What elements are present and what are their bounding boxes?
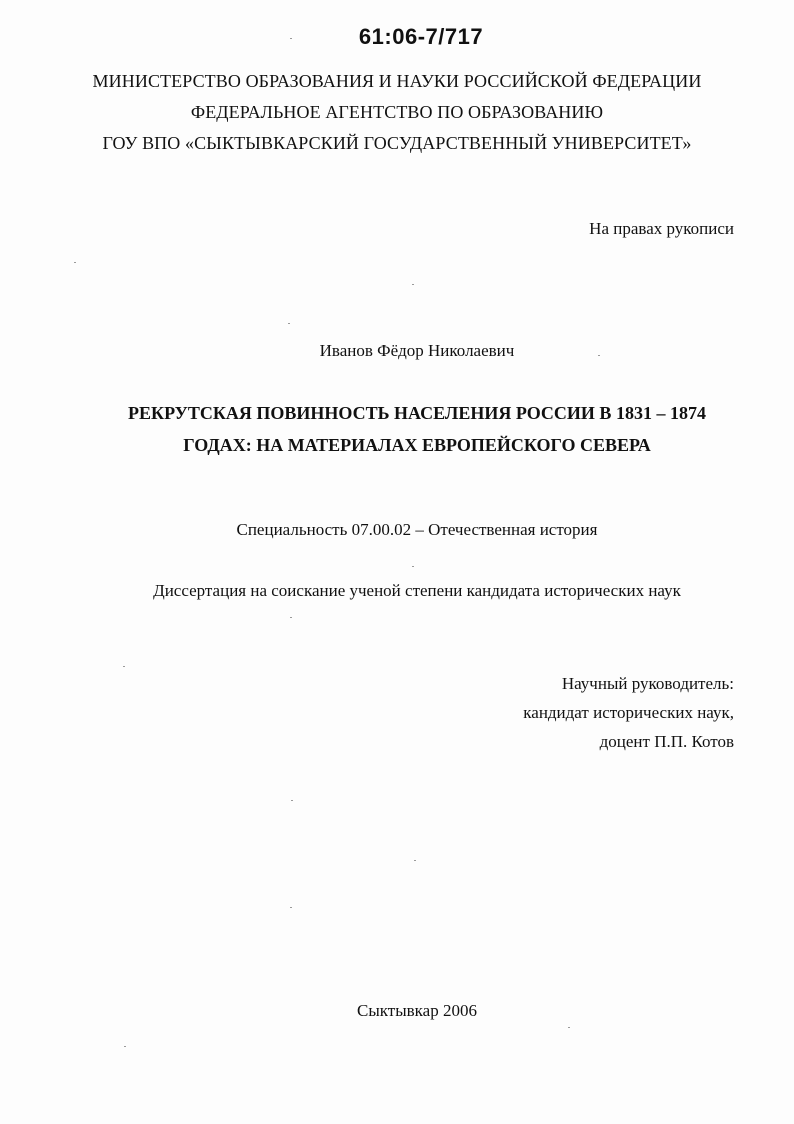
archive-stamp-code: 61:06-7/717 [358, 24, 484, 49]
author-name: Иванов Фёдор Николаевич [319, 341, 515, 360]
city-year: Сыктывкар 2006 [357, 1001, 477, 1020]
scan-speck [291, 800, 293, 801]
scan-speck [598, 355, 600, 356]
supervisor-block [523, 669, 734, 756]
manuscript-note: На правах рукописи [589, 219, 734, 238]
scan-speck [290, 38, 292, 39]
scan-speck [124, 1046, 126, 1047]
institution-header [0, 66, 794, 159]
scan-speck [412, 284, 414, 285]
agency-line: ФЕДЕРАЛЬНОЕ АГЕНТСТВО ПО ОБРАЗОВАНИЮ [190, 102, 604, 122]
dissertation-degree-line: Диссертация на соискание ученой степени кандидата исторических наук [153, 581, 681, 600]
supervisor-label: Научный руководитель: [561, 674, 734, 693]
scan-speck [568, 1027, 570, 1028]
university-line: ГОУ ВПО «СЫКТЫВКАРСКИЙ ГОСУДАРСТВЕННЫЙ УНИВЕРСИТЕТ» [102, 133, 692, 153]
supervisor-degree: кандидат исторических наук, [523, 703, 734, 722]
scan-speck [414, 860, 416, 861]
supervisor-name: доцент П.П. Котов [599, 732, 734, 751]
ministry-line: МИНИСТЕРСТВО ОБРАЗОВАНИЯ И НАУКИ РОССИЙСКОЙ ФЕДЕРАЦИИ [92, 71, 702, 91]
scan-speck [290, 907, 292, 908]
scan-speck [290, 617, 292, 618]
scan-speck [74, 262, 76, 263]
scan-speck [288, 323, 290, 324]
speciality-line: Специальность 07.00.02 – Отечественная история [236, 520, 598, 539]
scan-speck [412, 566, 414, 567]
scan-speck [123, 666, 125, 667]
title-line-1: РЕКРУТСКАЯ ПОВИННОСТЬ НАСЕЛЕНИЯ РОССИИ В 1831 – 1874 [128, 403, 706, 423]
title-line-2: ГОДАХ: НА МАТЕРИАЛАХ ЕВРОПЕЙСКОГО СЕВЕРА [183, 435, 651, 455]
dissertation-title [0, 397, 794, 461]
